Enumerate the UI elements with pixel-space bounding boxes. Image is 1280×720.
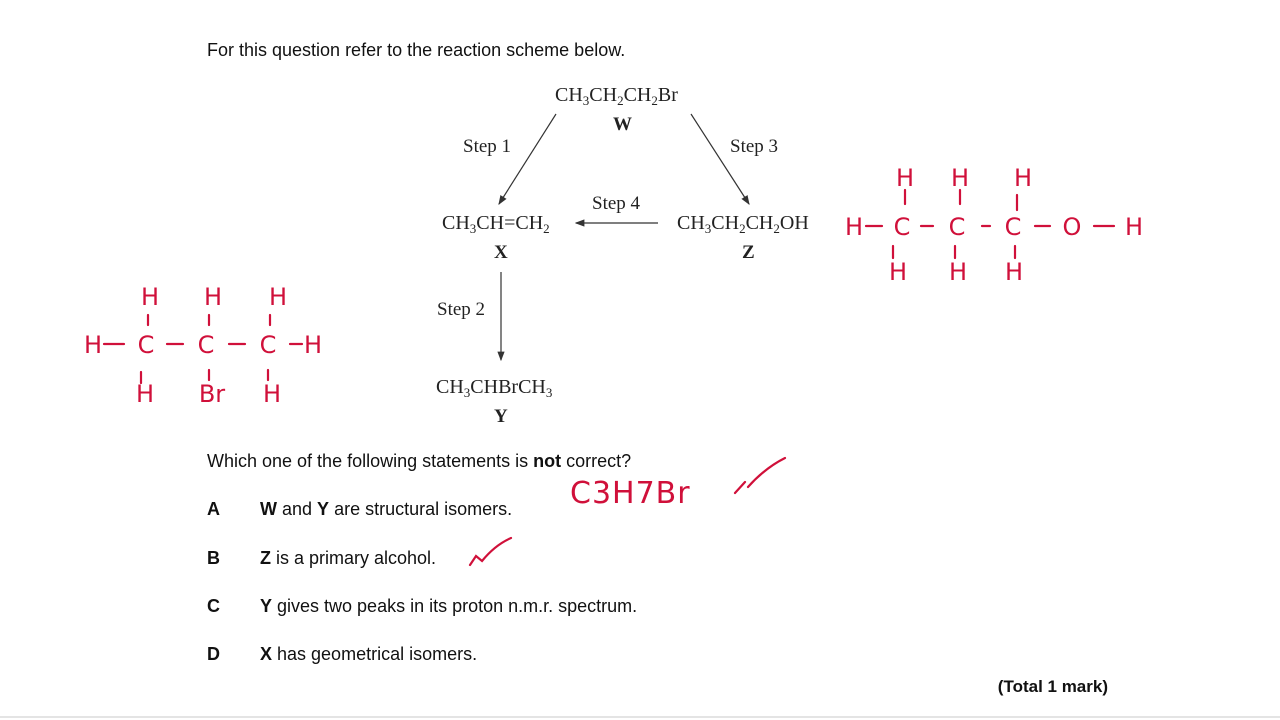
atom-label: C <box>1004 213 1022 241</box>
atom-label: H <box>140 283 160 311</box>
atom-label: H <box>950 164 970 192</box>
option-subject: X <box>260 644 273 664</box>
compound-x-label: X <box>494 242 508 263</box>
atom-label: H <box>1013 164 1033 192</box>
atom-label: C <box>948 213 966 241</box>
compound-x-formula: $CH_3CH=CH_2$ <box>442 212 550 236</box>
step-1-label: Step 1 <box>463 136 512 157</box>
option-subject: Y <box>260 596 273 616</box>
compound-w-formula: $CH_3CH_2CH_2Br$ <box>555 84 678 108</box>
atom-label: H <box>135 380 155 408</box>
step-2-label: Step 2 <box>437 299 486 320</box>
prompt-text: Which one of the following statements is <box>207 451 534 471</box>
total-marks: (Total 1 mark) <box>997 677 1108 696</box>
page-bottom-border <box>0 716 1280 718</box>
atom-label: C <box>893 213 911 241</box>
option-a-letter[interactable]: A <box>207 499 220 519</box>
compound-w-label: W <box>613 114 632 135</box>
atom-label: H <box>262 380 282 408</box>
atom-label: C <box>197 331 215 359</box>
option-text: are structural isomers. <box>329 499 513 519</box>
prompt-emphasis: not <box>533 451 562 471</box>
atom-label: O <box>1062 213 1082 241</box>
atom-label: H <box>303 331 323 359</box>
atom-label: H <box>888 258 908 286</box>
option-b-letter[interactable]: B <box>207 548 220 568</box>
atom-label: Br <box>198 380 226 408</box>
atom-label: H <box>83 331 103 359</box>
prompt-text-end: correct? <box>561 451 632 471</box>
option-c-letter[interactable]: C <box>207 596 220 616</box>
atom-label: C <box>137 331 155 359</box>
atom-label: H <box>1124 213 1144 241</box>
atom-label: C <box>259 331 277 359</box>
option-subject: W <box>260 499 277 519</box>
question-intro: For this question refer to the reaction scheme below. <box>207 40 626 60</box>
compound-z-formula: $CH_3CH_2CH_2OH$ <box>677 212 809 236</box>
left-structure-atoms <box>84 283 322 408</box>
step-3-label: Step 3 <box>730 136 779 157</box>
atom-label: H <box>1004 258 1024 286</box>
option-text: has geometrical isomers. <box>272 644 478 664</box>
option-d-letter[interactable]: D <box>207 644 220 664</box>
compound-y-formula: $CH_3CHBrCH_3$ <box>436 376 553 400</box>
tick-mark-icon <box>735 458 785 493</box>
atom-label: H <box>895 164 915 192</box>
step-4-label: Step 4 <box>592 193 641 214</box>
molecular-formula-annotation: C3H7Br <box>570 476 691 511</box>
option-text: and <box>277 499 318 519</box>
compound-z-label: Z <box>742 242 755 263</box>
option-text: gives two peaks in its proton n.m.r. spectrum. <box>272 596 638 616</box>
option-text: is a primary alcohol. <box>271 548 437 568</box>
compound-y-label: Y <box>494 406 508 427</box>
atom-label: H <box>203 283 223 311</box>
option-subject: Y <box>317 499 330 519</box>
option-subject: Z <box>260 548 271 568</box>
atom-label: H <box>268 283 288 311</box>
atom-label: H <box>948 258 968 286</box>
tick-mark-icon <box>470 538 511 565</box>
atom-label: H <box>844 213 864 241</box>
